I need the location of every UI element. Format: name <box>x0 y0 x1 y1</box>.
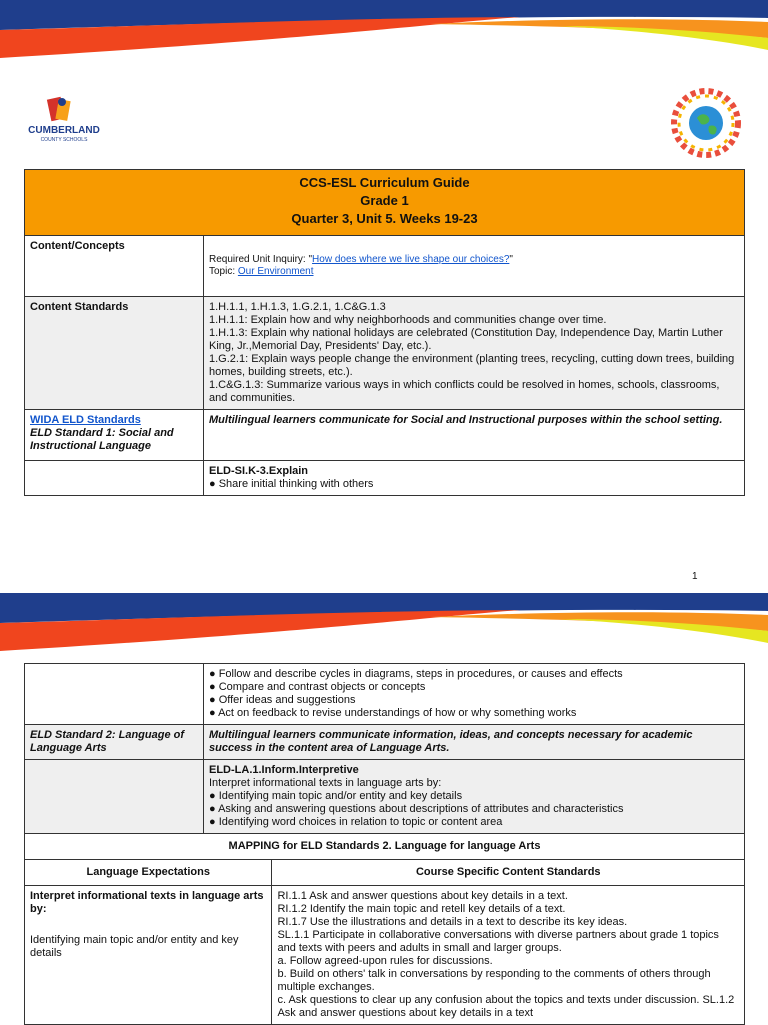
inquiry-prefix: Required Unit Inquiry: " <box>209 254 313 265</box>
mapping-row <box>25 886 745 1025</box>
mapping-standard-line: RI.1.2 Identify the main topic and retell key details of a text. <box>277 903 566 915</box>
logo-name: CUMBERLAND <box>28 125 100 136</box>
eld-si-continued-cell <box>204 664 745 725</box>
content-standards-cell <box>204 297 745 410</box>
list-item: ● Share initial thinking with others <box>209 478 739 491</box>
mapping-col2-header: Course Specific Content Standards <box>272 860 745 886</box>
eld-si-empty-cell <box>25 461 204 496</box>
mapping-standard-line: a. Follow agreed-upon rules for discussions. <box>277 955 493 967</box>
globe-children-icon <box>671 88 741 158</box>
decorative-banner-top <box>0 0 768 60</box>
mapping-standard-line: RI.1.7 Use the illustrations and details in a text to describe its key ideas. <box>277 916 628 928</box>
standards-line: 1.H.1.1: Explain how and why neighborhoods and communities change over time. <box>209 314 607 326</box>
standards-line: 1.G.2.1: Explain ways people change the environment (planting trees, recycling, cutting down trees, building homes, building streets, etc.). <box>209 353 735 378</box>
decorative-banner-page2 <box>0 593 768 653</box>
eld-si-continued-empty <box>25 664 204 725</box>
unit-inquiry <box>209 254 739 266</box>
eld-standard1-label: ELD Standard 1: Social and Instructional Language <box>30 427 174 452</box>
list-item: ● Act on feedback to revise understandings of how or why something works <box>209 707 739 720</box>
guide-title-line2: Grade 1 <box>360 193 409 208</box>
mapping-standard-line: RI.1.1 Ask and answer questions about key details in a text. <box>277 890 568 902</box>
list-item: ● Identifying main topic and/or entity and key details <box>209 790 739 803</box>
eld-la-cell <box>204 760 745 834</box>
eld-si-continued-row <box>25 664 745 725</box>
mapping-standard-line: c. Ask questions to clear up any confusion about the topics and texts under discussion. SL.1.2 Ask and answer questions about key details in a text <box>277 994 735 1019</box>
topic-link[interactable]: Our Environment <box>237 266 314 277</box>
mapping-title-row <box>25 834 745 860</box>
list-item: ● Identifying word choices in relation to topic or content area <box>209 816 739 829</box>
list-item: ● Follow and describe cycles in diagrams, steps in procedures, or causes and effects <box>209 668 739 681</box>
eld-la-empty-cell <box>25 760 204 834</box>
guide-title-line3: Quarter 3, Unit 5. Weeks 19-23 <box>291 211 478 226</box>
mapping-expectation-title: Interpret informational texts in language arts by: <box>30 890 264 915</box>
list-item: ● Offer ideas and suggestions <box>209 694 739 707</box>
mapping-standard-line: SL.1.1 Participate in collaborative conversations with diverse partners about grade 1 topics and texts with peers and adults in small and larger groups. <box>277 929 719 954</box>
mapping-standards-cell <box>272 886 745 1025</box>
eld-la-list <box>209 790 739 829</box>
inquiry-link[interactable]: How does where we live shape our choices? <box>312 254 510 265</box>
eld-standard1-statement: Multilingual learners communicate for Social and Instructional purposes within the school setting. <box>204 410 745 461</box>
eld-la-row <box>25 760 745 834</box>
eld-standard2-label: ELD Standard 2: Language of Language Arts <box>25 725 204 760</box>
cumberland-logo <box>28 96 100 144</box>
standards-line: 1.H.1.3: Explain why national holidays are celebrated (Constitution Day, Independence Day, Martin Luther King, Jr.,Memorial Day, Presidents' Day, etc.). <box>209 327 723 352</box>
eld-la-intro: Interpret informational texts in language arts by: <box>209 777 442 789</box>
eld-si-title: ELD-SI.K-3.Explain <box>209 465 309 477</box>
eld-la-title: ELD-LA.1.Inform.Interpretive <box>209 764 359 776</box>
standards-line: 1.H.1.1, 1.H.1.3, 1.G.2.1, 1.C&G.1.3 <box>209 301 386 313</box>
content-concepts-cell <box>204 236 745 297</box>
content-standards-label: Content Standards <box>25 297 204 410</box>
content-standards-row <box>25 297 745 410</box>
eld-standard2-row <box>25 725 745 760</box>
unit-topic <box>209 266 739 278</box>
curriculum-table-page2 <box>24 663 745 1025</box>
eld-standard2-statement: Multilingual learners communicate information, ideas, and concepts necessary for academic success in the content area of Language Arts. <box>204 725 745 760</box>
title-row <box>25 170 745 236</box>
mapping-title: MAPPING for ELD Standards 2. Language for language Arts <box>25 834 745 860</box>
mapping-header-row <box>25 860 745 886</box>
guide-title <box>25 170 745 236</box>
eld-si-row <box>25 461 745 496</box>
eld-standard1-row <box>25 410 745 461</box>
eld-si-cell <box>204 461 745 496</box>
mapping-expectation-cell <box>25 886 272 1025</box>
mapping-standard-line: b. Build on others' talk in conversations by responding to the comments of others through multiple exchanges. <box>277 968 711 993</box>
curriculum-table-page1 <box>24 169 745 496</box>
topic-prefix: Topic: <box>209 266 238 277</box>
content-concepts-row <box>25 236 745 297</box>
mapping-col1-header: Language Expectations <box>25 860 272 886</box>
content-concepts-label: Content/Concepts <box>25 236 204 297</box>
mapping-expectation-sub: Identifying main topic and/or entity and key details <box>30 934 239 959</box>
standards-line: 1.C&G.1.3: Summarize various ways in which conflicts could be resolved in homes, schools, classrooms, and communities. <box>209 379 720 404</box>
page-number: 1 <box>692 571 698 582</box>
eld-si-continued-list <box>209 668 739 720</box>
list-item: ● Asking and answering questions about descriptions of attributes and characteristics <box>209 803 739 816</box>
inquiry-suffix: " <box>509 254 513 265</box>
logo-sub: COUNTY SCHOOLS <box>40 137 88 143</box>
eld-si-list <box>209 478 739 491</box>
eld-standard1-label-cell <box>25 410 204 461</box>
wida-link[interactable]: WIDA ELD Standards <box>30 414 141 426</box>
guide-title-line1: CCS-ESL Curriculum Guide <box>299 175 470 190</box>
list-item: ● Compare and contrast objects or concepts <box>209 681 739 694</box>
